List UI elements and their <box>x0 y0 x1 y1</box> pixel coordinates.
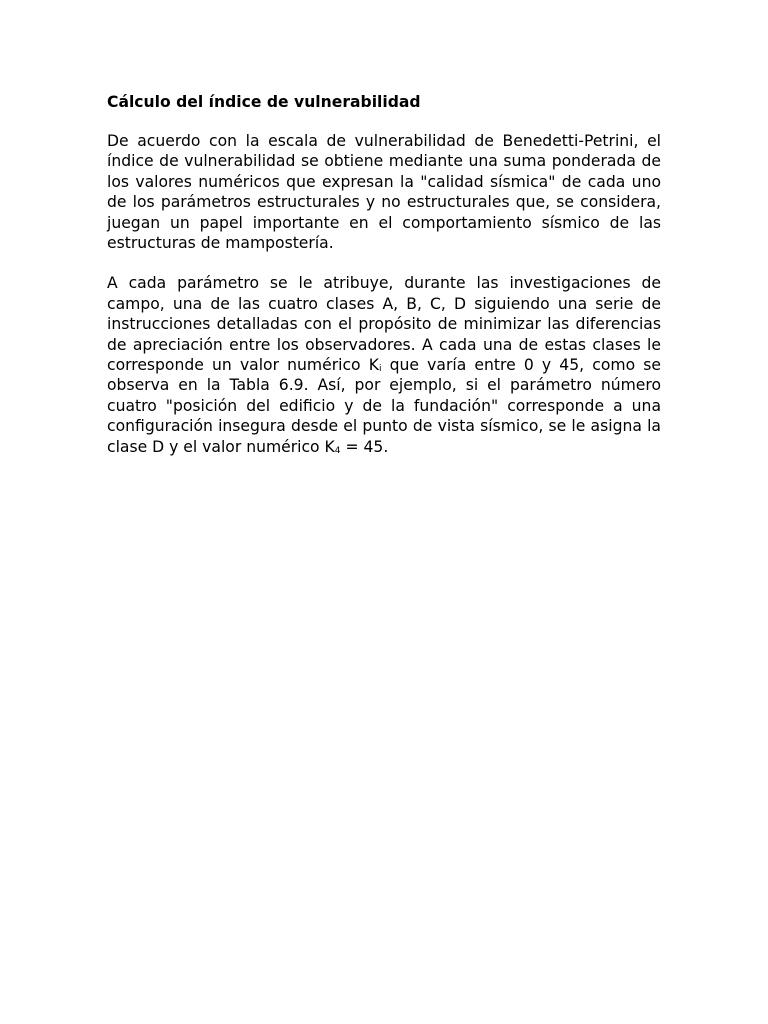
paragraph-classes <box>107 273 661 457</box>
paragraph-text-part2: que varía entre 0 y 45, como se observa en la Tabla 6.9. Así, por ejemplo, si el parámetro número cuatro "posición del edificio y de la fundación" corresponde a una configuración insegura desde el punto de vista sísmico, se le asigna la clase D y el valor numérico K <box>107 356 661 456</box>
paragraph-text-part3: = 45. <box>340 437 389 456</box>
paragraph-intro: De acuerdo con la escala de vulnerabilidad de Benedetti-Petrini, el índice de vulnerabilidad se obtiene mediante una suma ponderada de los valores numéricos que expresan la "calidad sísmica" de cada uno de los parámetros estructurales y no estructurales que, se considera, juegan un papel importante en el comportamiento sísmico de las estructuras de mampostería. <box>107 132 661 253</box>
subscript-4: 4 <box>334 445 341 456</box>
subscript-i: i <box>378 364 382 375</box>
document-body <box>107 92 661 477</box>
paragraph-text-part1: A cada parámetro se le atribuye, durante las investigaciones de campo, una de las cuatro clases A, B, C, D siguiendo una serie de instrucciones detalladas con el propósito de minimizar las diferencias de apreciación entre los observadores. A cada una de estas clases le corresponde un valor numérico K <box>107 274 661 375</box>
section-title: Cálculo del índice de vulnerabilidad <box>107 93 421 111</box>
